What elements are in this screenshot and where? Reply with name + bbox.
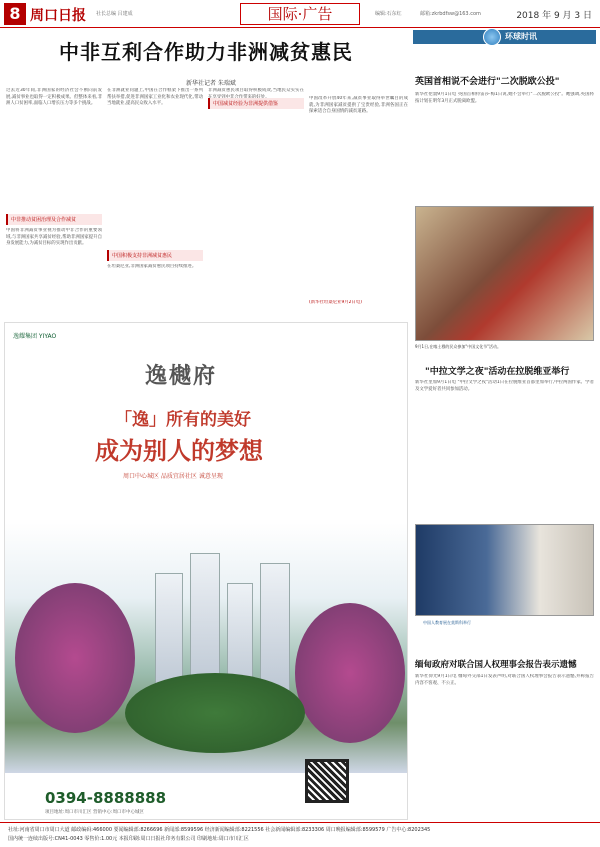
editor-note: 编辑:石东红 (375, 11, 402, 17)
article-3-title: 缅甸政府对联合国人权理事会报告表示遗憾 (415, 660, 577, 670)
article-1-body: 新华社伦敦9月1日电 英国首相特雷莎·梅1日说,她不会举行"二次脱欧公投"。她强调,英国将按计划在明年3月正式脱离欧盟。 (415, 92, 594, 104)
photo-1-caption: 9月1日,在喀土穆的民众参加"中国文化节"活动。 (415, 344, 502, 349)
subhead-1: 中非推动贫困治理及合作减贫 (6, 214, 102, 225)
article-credit: (新华社坦桑尼亚9月2日电) (309, 300, 362, 305)
article-column-1: 过去近30年间,非洲国家的经济社会不断向前发展,减贫事业也取得一定积极成果。但整体来看,非洲人口贫困率,面临人口增长压力等多个挑战。 (6, 88, 102, 107)
newspaper-logo: 周口日报 (30, 8, 86, 24)
speaker-photo (415, 524, 594, 616)
email-note: 邮箱:zkrbdfsw@163.com (420, 11, 481, 17)
article-column-2: 在非洲就业问题上,中国在合作框架下推出一系列帮扶举措,促进非洲国家工业化和农业现代化,带动当地就业,提高民众收入水平。 (107, 88, 203, 107)
issue-date: 2018 年 9 月 3 日 (516, 11, 592, 21)
article-column-3: 非洲减贫惠民项目取得积极成效,当地民众实实在 (208, 88, 304, 93)
real-estate-ad (4, 322, 408, 820)
article-column-4: 中国改革开放40年来,减贫事业取得举世瞩目的成就,为非洲国家减贫提供了宝贵经验,非洲各国正在探索适合自身国情的减贫道路。 (309, 96, 408, 115)
footer-line-1: 社址:河南省周口市周口大道 邮政编码:466000 要闻编辑部:8266696 新闻部:8599596 经济新闻编辑部:8221556 社会新闻编辑部:8233306 周口晚报编辑部:8599579 广告中心:8202345 (8, 827, 431, 833)
subhead-3: 中国减贫经验为非洲提供借鉴 (208, 98, 304, 109)
globe-icon (483, 28, 501, 46)
ad-address: 项目地址:周口市川汇区 营销中心:周口市中心城区 (45, 810, 144, 815)
world-news-banner: 环球时讯 (413, 30, 596, 44)
article-2-body: 新华社里加9月1日电 "中拉文学之夜"活动1日在拉脱维亚首都里加举行,中拉两国作家、学者及文学爱好者共同参加活动。 (415, 380, 594, 392)
article-1-title: 英国首相说不会进行"二次脱欧公投" (415, 77, 560, 87)
photo-2-caption: 中国人教育展在莫斯科举行 (423, 620, 471, 625)
ad-company: 逸耀集团 YIYAO (13, 333, 57, 340)
subhead-2: 中国积极支持非洲减贫惠民 (107, 250, 203, 261)
footer-line-2: 国内统一连续出版号:CN41-0043 零售价:1.00元 本报印刷:周口日报社印务有限公司 印刷地址:周口市川汇区 (8, 836, 249, 842)
edition-note: 社长总编 吕建成 (96, 11, 133, 17)
main-headline: 中非互利合作助力非洲减贫惠民 (59, 40, 353, 64)
qr-code-icon (305, 759, 349, 803)
article-2-title: "中拉文学之夜"活动在拉脱维亚举行 (425, 367, 570, 377)
ad-slogan-1: 「逸」所有的美好 (115, 410, 251, 430)
ad-slogan-2: 成为别人的梦想 (95, 436, 263, 465)
calligraphy-photo (415, 206, 594, 341)
ad-phone: 0394-8888888 (45, 789, 167, 807)
article-column-1b: 中国将非洲减贫事业视为推动中非合作的重要领域,与非洲国家共享减贫经验,帮助非洲国家提升自身发展能力,为减贫目标的实现作出贡献。 (6, 228, 102, 247)
article-3-body: 新华社仰光9月1日电 缅甸外交部1日发表声明,对联合国人权理事会报告表示遗憾,并称报告内容不客观、不公正。 (415, 674, 594, 686)
byline: 新华社记者 朱瑞斌 (186, 80, 236, 87)
page-header (0, 0, 600, 28)
section-title: 国际·广告 (240, 3, 360, 25)
page-footer (0, 822, 600, 847)
ad-brand: 逸樾府 (145, 363, 218, 389)
world-news-column (413, 30, 596, 820)
article-column-2b: 在坦桑尼亚,非洲国家减贫惠民项目持续推进。 (107, 264, 197, 269)
page-number: 8 (4, 3, 26, 25)
ad-scene-image (5, 523, 408, 773)
ad-subline: 周口中心城区 品质宜居社区 诚意呈现 (123, 473, 223, 480)
